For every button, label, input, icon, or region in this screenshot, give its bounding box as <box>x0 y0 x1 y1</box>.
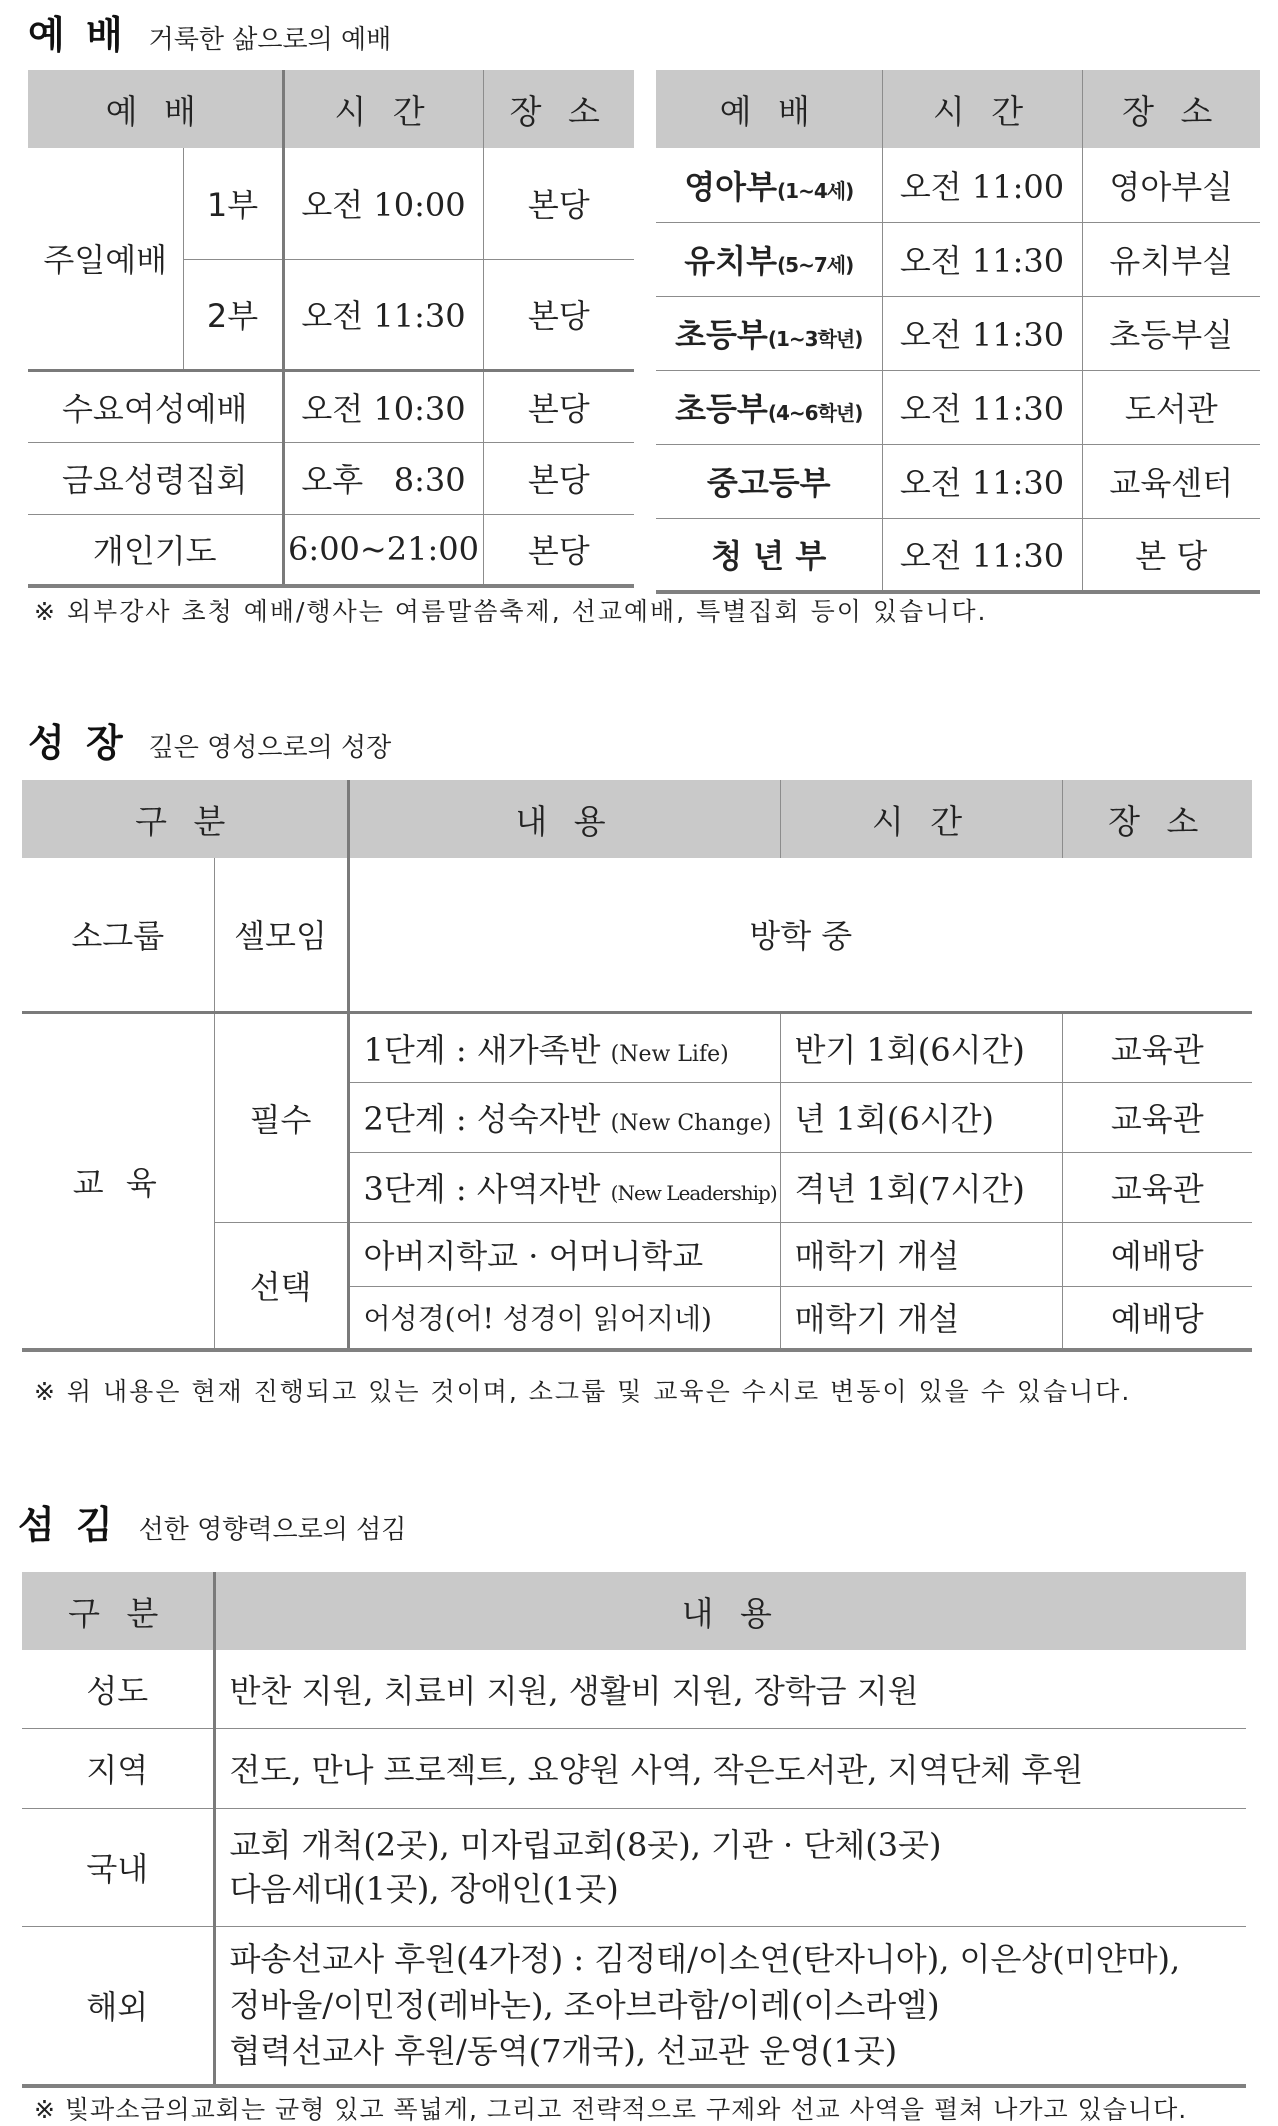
wednesday-worship-name: 수요여성예배 <box>28 370 283 442</box>
friday-meeting-place: 본당 <box>483 442 634 514</box>
table-row <box>656 370 1260 444</box>
sunday-part-1-place: 본당 <box>483 148 634 259</box>
worship-left-header-place: 장 소 <box>483 70 634 148</box>
worship-title: 예 배 <box>28 13 127 57</box>
table-row <box>656 222 1260 296</box>
table-row <box>22 1650 1246 1728</box>
service-table <box>22 1572 1246 2088</box>
sunday-part-1: 1부 <box>183 148 283 259</box>
service-overseas-line-2: 정바울/이민정(레바논), 조아브라함/이레(이스라엘) <box>229 1986 940 2025</box>
service-domestic-line-1: 교회 개척(2곳), 미자립교회(8곳), 기관 · 단체(3곳) <box>229 1826 942 1864</box>
kinder-dept-place: 유치부실 <box>1082 222 1260 296</box>
worship-note: ※ 외부강사 초청 예배/행사는 여름말씀축제, 선교예배, 특별집회 등이 있습니다. <box>34 597 988 626</box>
table-row <box>656 148 1260 222</box>
edu-step3-en: (New Leadership) <box>610 1181 777 1205</box>
service-saints-line-1: 반찬 지원, 치료비 지원, 생활비 지원, 장학금 지원 <box>214 1650 1246 1728</box>
elem-upper-place: 도서관 <box>1082 370 1260 444</box>
growth-header-content: 내 용 <box>348 780 780 858</box>
personal-prayer-name: 개인기도 <box>28 514 283 586</box>
table-row <box>22 858 1252 1012</box>
service-overseas-line-3: 협력선교사 후원/동역(7개국), 선교관 운영(1곳) <box>229 2032 898 2071</box>
table-row <box>22 1012 1252 1082</box>
worship-table-right <box>656 70 1260 594</box>
edu-step2-en: (New Change) <box>610 1111 772 1136</box>
worship-right-header-place: 장 소 <box>1082 70 1260 148</box>
personal-prayer-time: 6:00~21:00 <box>283 514 483 586</box>
young-adult-dept-place: 본 당 <box>1082 518 1260 592</box>
service-title: 섬 김 <box>18 1503 117 1547</box>
table-row <box>28 514 634 586</box>
service-domestic-category: 국내 <box>22 1808 214 1926</box>
worship-left-header-service: 예 배 <box>28 70 283 148</box>
table-row <box>28 442 634 514</box>
table-row <box>28 148 634 259</box>
edu-step3-place: 교육관 <box>1062 1152 1252 1222</box>
edu-bible-reading-place: 예배당 <box>1062 1286 1252 1350</box>
young-adult-dept-name: 청 년 부 <box>656 518 882 592</box>
elem-upper-age: (4~6학년) <box>767 401 863 425</box>
growth-note: ※ 위 내용은 현재 진행되고 있는 것이며, 소그룹 및 교육은 수시로 변동이 있을 수 있습니다. <box>34 1377 1132 1406</box>
personal-prayer-place: 본당 <box>483 514 634 586</box>
table-row <box>656 296 1260 370</box>
young-adult-dept-time: 오전 11:30 <box>882 518 1082 592</box>
education-elective-label: 선택 <box>214 1222 348 1350</box>
sunday-part-2: 2부 <box>183 259 283 370</box>
service-local-line-1: 전도, 만나 프로젝트, 요양원 사역, 작은도서관, 지역단체 후원 <box>214 1728 1246 1808</box>
elem-upper-name: 초등부 <box>675 390 768 428</box>
elem-upper-time: 오전 11:30 <box>882 370 1082 444</box>
edu-step2-place: 교육관 <box>1062 1082 1252 1152</box>
elem-lower-age: (1~3학년) <box>767 327 863 351</box>
kinder-dept-age: (5~7세) <box>777 253 854 277</box>
growth-section-title <box>28 712 391 767</box>
youth-dept-place: 교육센터 <box>1082 444 1260 518</box>
table-row <box>22 1926 1246 2086</box>
growth-header-time: 시 간 <box>780 780 1062 858</box>
service-saints-category: 성도 <box>22 1650 214 1728</box>
edu-bible-reading: 어성경(어! 성경이 읽어지네) <box>348 1286 780 1350</box>
education-required-label: 필수 <box>214 1012 348 1222</box>
edu-step1-en: (New Life) <box>610 1041 729 1067</box>
service-header-content: 내 용 <box>214 1572 1246 1650</box>
friday-meeting-name: 금요성령집회 <box>28 442 283 514</box>
youth-dept-time: 오전 11:30 <box>882 444 1082 518</box>
service-overseas-category: 해외 <box>22 1926 214 2086</box>
worship-subtitle: 거룩한 삶으로의 예배 <box>148 25 392 55</box>
table-row <box>28 370 634 442</box>
small-group-content: 방학 중 <box>348 858 1252 1012</box>
sunday-worship-label: 주일예배 <box>28 148 183 370</box>
worship-table-left <box>28 70 634 588</box>
wednesday-worship-place: 본당 <box>483 370 634 442</box>
table-row <box>656 518 1260 592</box>
service-local-category: 지역 <box>22 1728 214 1808</box>
worship-right-header-time: 시 간 <box>882 70 1082 148</box>
youth-dept-name: 중고등부 <box>656 444 882 518</box>
wednesday-worship-time: 오전 10:30 <box>283 370 483 442</box>
sunday-part-2-time: 오전 11:30 <box>283 259 483 370</box>
infant-dept-time: 오전 11:00 <box>882 148 1082 222</box>
edu-father-mother-place: 예배당 <box>1062 1222 1252 1286</box>
service-header-category: 구 분 <box>22 1572 214 1650</box>
service-domestic-line-2: 다음세대(1곳), 장애인(1곳) <box>229 1870 619 1908</box>
infant-dept-age: (1~4세) <box>777 178 854 203</box>
education-category: 교 육 <box>22 1012 214 1350</box>
growth-subtitle: 깊은 영성으로의 성장 <box>148 733 392 763</box>
infant-dept-place: 영아부실 <box>1082 148 1260 222</box>
edu-bible-reading-time: 매학기 개설 <box>780 1286 1062 1350</box>
growth-header-place: 장 소 <box>1062 780 1252 858</box>
small-group-category: 소그룹 <box>22 858 214 1012</box>
worship-section-title <box>28 4 391 59</box>
service-section-title <box>18 1494 406 1549</box>
edu-step2-content: 2단계 : 성숙자반 <box>363 1100 601 1138</box>
service-subtitle: 선한 영향력으로의 섬김 <box>138 1515 407 1545</box>
edu-step1-place: 교육관 <box>1062 1012 1252 1082</box>
kinder-dept-time: 오전 11:30 <box>882 222 1082 296</box>
edu-step1-time: 반기 1회(6시간) <box>780 1012 1062 1082</box>
sunday-part-2-place: 본당 <box>483 259 634 370</box>
table-row <box>22 1728 1246 1808</box>
growth-table <box>22 780 1252 1352</box>
elem-lower-time: 오전 11:30 <box>882 296 1082 370</box>
worship-left-header-time: 시 간 <box>283 70 483 148</box>
growth-header-category: 구 분 <box>22 780 348 858</box>
elem-lower-place: 초등부실 <box>1082 296 1260 370</box>
edu-step1-content: 1단계 : 새가족반 <box>363 1030 601 1069</box>
worship-right-header-service: 예 배 <box>656 70 882 148</box>
edu-step2-time: 년 1회(6시간) <box>780 1082 1062 1152</box>
sunday-part-1-time: 오전 10:00 <box>283 148 483 259</box>
small-group-sub: 셀모임 <box>214 858 348 1012</box>
growth-title: 성 장 <box>28 721 127 765</box>
kinder-dept-name: 유치부 <box>684 242 778 280</box>
service-note: ※ 빛과소금의교회는 균형 있고 폭넓게, 그리고 전략적으로 구제와 선교 사역을 펼쳐 나가고 있습니다. <box>34 2095 1188 2124</box>
edu-father-mother-school: 아버지학교 · 어머니학교 <box>348 1222 780 1286</box>
service-overseas-line-1: 파송선교사 후원(4가정) : 김정태/이소연(탄자니아), 이은상(미얀마), <box>229 1940 1181 1979</box>
edu-father-mother-time: 매학기 개설 <box>780 1222 1062 1286</box>
infant-dept-name: 영아부 <box>684 167 778 206</box>
friday-meeting-time: 오후 8:30 <box>283 442 483 514</box>
elem-lower-name: 초등부 <box>675 316 768 354</box>
table-row <box>22 1808 1246 1926</box>
table-row <box>656 444 1260 518</box>
edu-step3-time: 격년 1회(7시간) <box>780 1152 1062 1222</box>
edu-step3-content: 3단계 : 사역자반 <box>363 1170 601 1208</box>
